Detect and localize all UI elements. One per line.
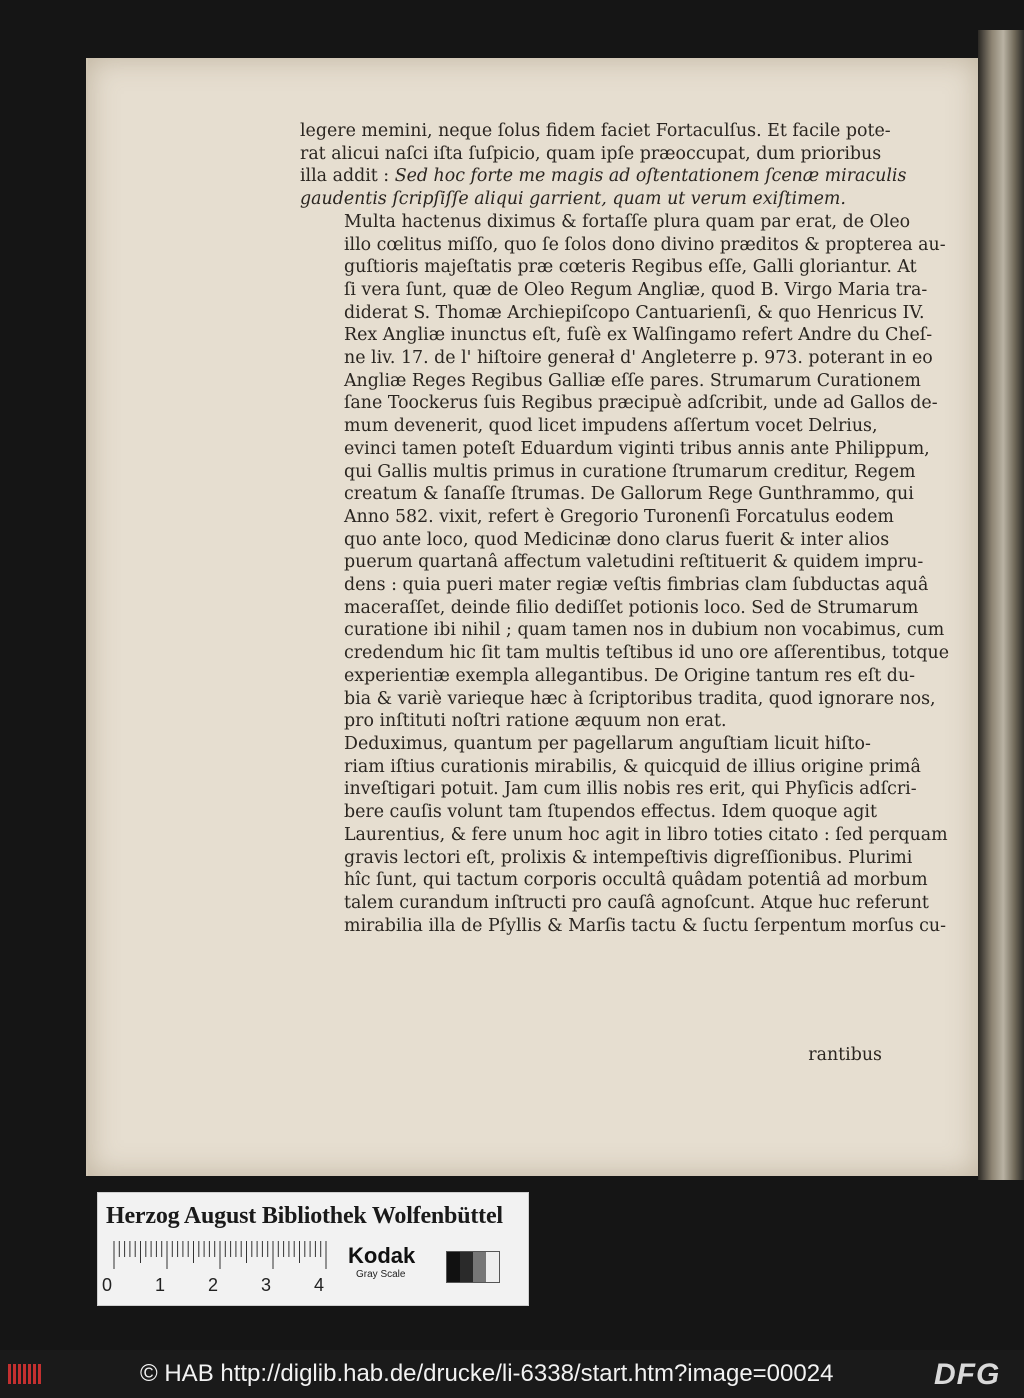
paragraph-2 [300,211,950,733]
text-line: hîc ſunt, qui tactum corporis occultâ quâdam potentiâ ad morbum [344,870,928,891]
italic-quote: gaudentis ſcripſiſſe aliqui garrient, quam ut verum exiſtimem. [300,189,846,210]
text-line: illo cœlitus miſſo, quo ſe ſolos dono divino præditos & propterea au- [344,234,946,255]
ruler-number: 4 [314,1275,325,1295]
text-line: talem curandum inſtructi pro cauſâ agnoſcunt. Atque huc referunt [344,892,929,913]
hab-logo-icon [6,1361,46,1387]
ruler-number: 1 [155,1275,166,1295]
footer-bar [0,1350,1024,1398]
text-line: bere cauſis volunt tam ſtupendos effectus. Idem quoque agit [344,802,877,823]
text-line: maceraſſet, deinde filio dediſſet potionis loco. Sed de Strumarum [344,597,919,618]
text-line: creatum & ſanaſſe ſtrumas. De Gallorum Rege Gunthrammo, qui [344,484,914,505]
text-line: credendum hic ſit tam multis teſtibus id uno ore aſſerentibus, totque [344,643,950,664]
text-line: bia & variè varieque hæc à ſcriptoribus tradita, quod ignorare nos, [344,688,936,709]
text-fragment: illa addit : [300,166,390,187]
text-line: diderat S. Thomæ Archiepiſcopo Cantuarienſi, & quo Henricus IV. [344,302,925,323]
paragraph-3 [300,733,948,937]
text-line: Deduximus, quantum per pagellarum anguſtiam licuit hiſto- [344,733,871,754]
paragraph-1 [300,120,907,211]
library-name: Herzog August Bibliothek Wolfenbüttel [106,1203,503,1229]
copyright-url: © HAB http://diglib.hab.de/drucke/li-6338/start.htm?image=00024 [140,1360,834,1387]
text-line: ne liv. 17. de l' hiſtoire generał d' Angleterre p. 973. poterant in eo [344,348,933,369]
text-line: riam iſtius curationis mirabilis, & quicquid de illius origine primâ [344,756,921,777]
text-line: legere memini, neque ſolus fidem faciet Fortaculſus. Et facile pote- [300,121,891,141]
italic-quote: Sed hoc forte me magis ad oſtentationem ſcenæ miraculis [394,166,907,187]
gray-scale-patches [446,1251,500,1283]
text-line: Anno 582. vixit, refert è Gregorio Turonenſi Forcatulus eodem [344,506,894,527]
text-line: Angliæ Reges Regibus Galliæ eſſe pares. Strumarum Curationem [344,370,921,391]
text-line: puerum quartanâ affectum valetudini reſtituerit & quidem impru- [344,552,924,573]
text-line: rat alicui naſci iſta ſuſpicio, quam ipſe præoccupat, dum prioribus [300,143,882,164]
text-line: ſi vera ſunt, quæ de Oleo Regum Angliæ, quod B. Virgo Maria tra- [344,279,928,300]
color-target-card [97,1192,529,1306]
text-line: quo ante loco, quod Medicinæ dono clarus fuerit & inter alios [344,529,890,550]
text-line: ſane Toockerus ſuis Regibus præcipuè adſcribit, unde ad Gallos de- [344,393,938,414]
text-line: mum devenerit, quod licet impudens aſſertum vocet Delrius, [344,416,878,437]
ruler-number: 2 [208,1275,219,1295]
ruler-number: 3 [261,1275,272,1295]
scale-ruler [112,1241,328,1269]
catchword: rantibus [808,1045,882,1065]
text-line: Multa hactenus diximus & fortaſſe plura quam par erat, de Oleo [344,211,911,232]
gray-scale-label: Gray Scale [356,1269,406,1280]
page-text [300,120,950,937]
text-line [300,165,907,188]
kodak-logo: Kodak [348,1243,416,1268]
text-line: curatione ibi nihil ; quam tamen nos in dubium non vocabimus, cum [344,620,945,641]
text-line: pro inſtituti noſtri ratione æquum non erat. [344,711,727,732]
text-line: inveſtigari potuit. Jam cum illis nobis res erit, qui Phyſicis adſcri- [344,779,917,800]
text-line: evinci tamen poteſt Eduardum viginti tribus annis ante Philippum, [344,438,930,459]
text-line: guſtioris majeſtatis præ cœteris Regibus eſſe, Galli gloriantur. At [344,257,917,278]
text-line: Rex Angliæ inunctus eſt, fuſè ex Walſingamo refert Andre du Cheſ- [344,325,933,346]
text-line: qui Gallis multis primus in curatione ſtrumarum creditur, Regem [344,461,916,482]
text-line: Laurentius, & fere unum hoc agit in libro toties citato : ſed perquam [344,824,948,845]
book-page [86,58,978,1176]
text-line: mirabilia illa de Pſyllis & Marſis tactu & ſuctu ſerpentum morſus cu- [344,915,946,936]
dfg-logo: DFG [934,1358,1001,1391]
ruler-number: 0 [102,1275,113,1295]
adjacent-page-edge [978,30,1024,1180]
text-line: dens : quia pueri mater regiæ veſtis fimbrias clam ſubductas aquâ [344,575,929,596]
text-line: experientiæ exempla allegantibus. De Origine tantum res eſt du- [344,665,916,686]
text-line: gravis lectori eſt, prolixis & intempeſtivis digreſſionibus. Plurimi [344,847,913,868]
